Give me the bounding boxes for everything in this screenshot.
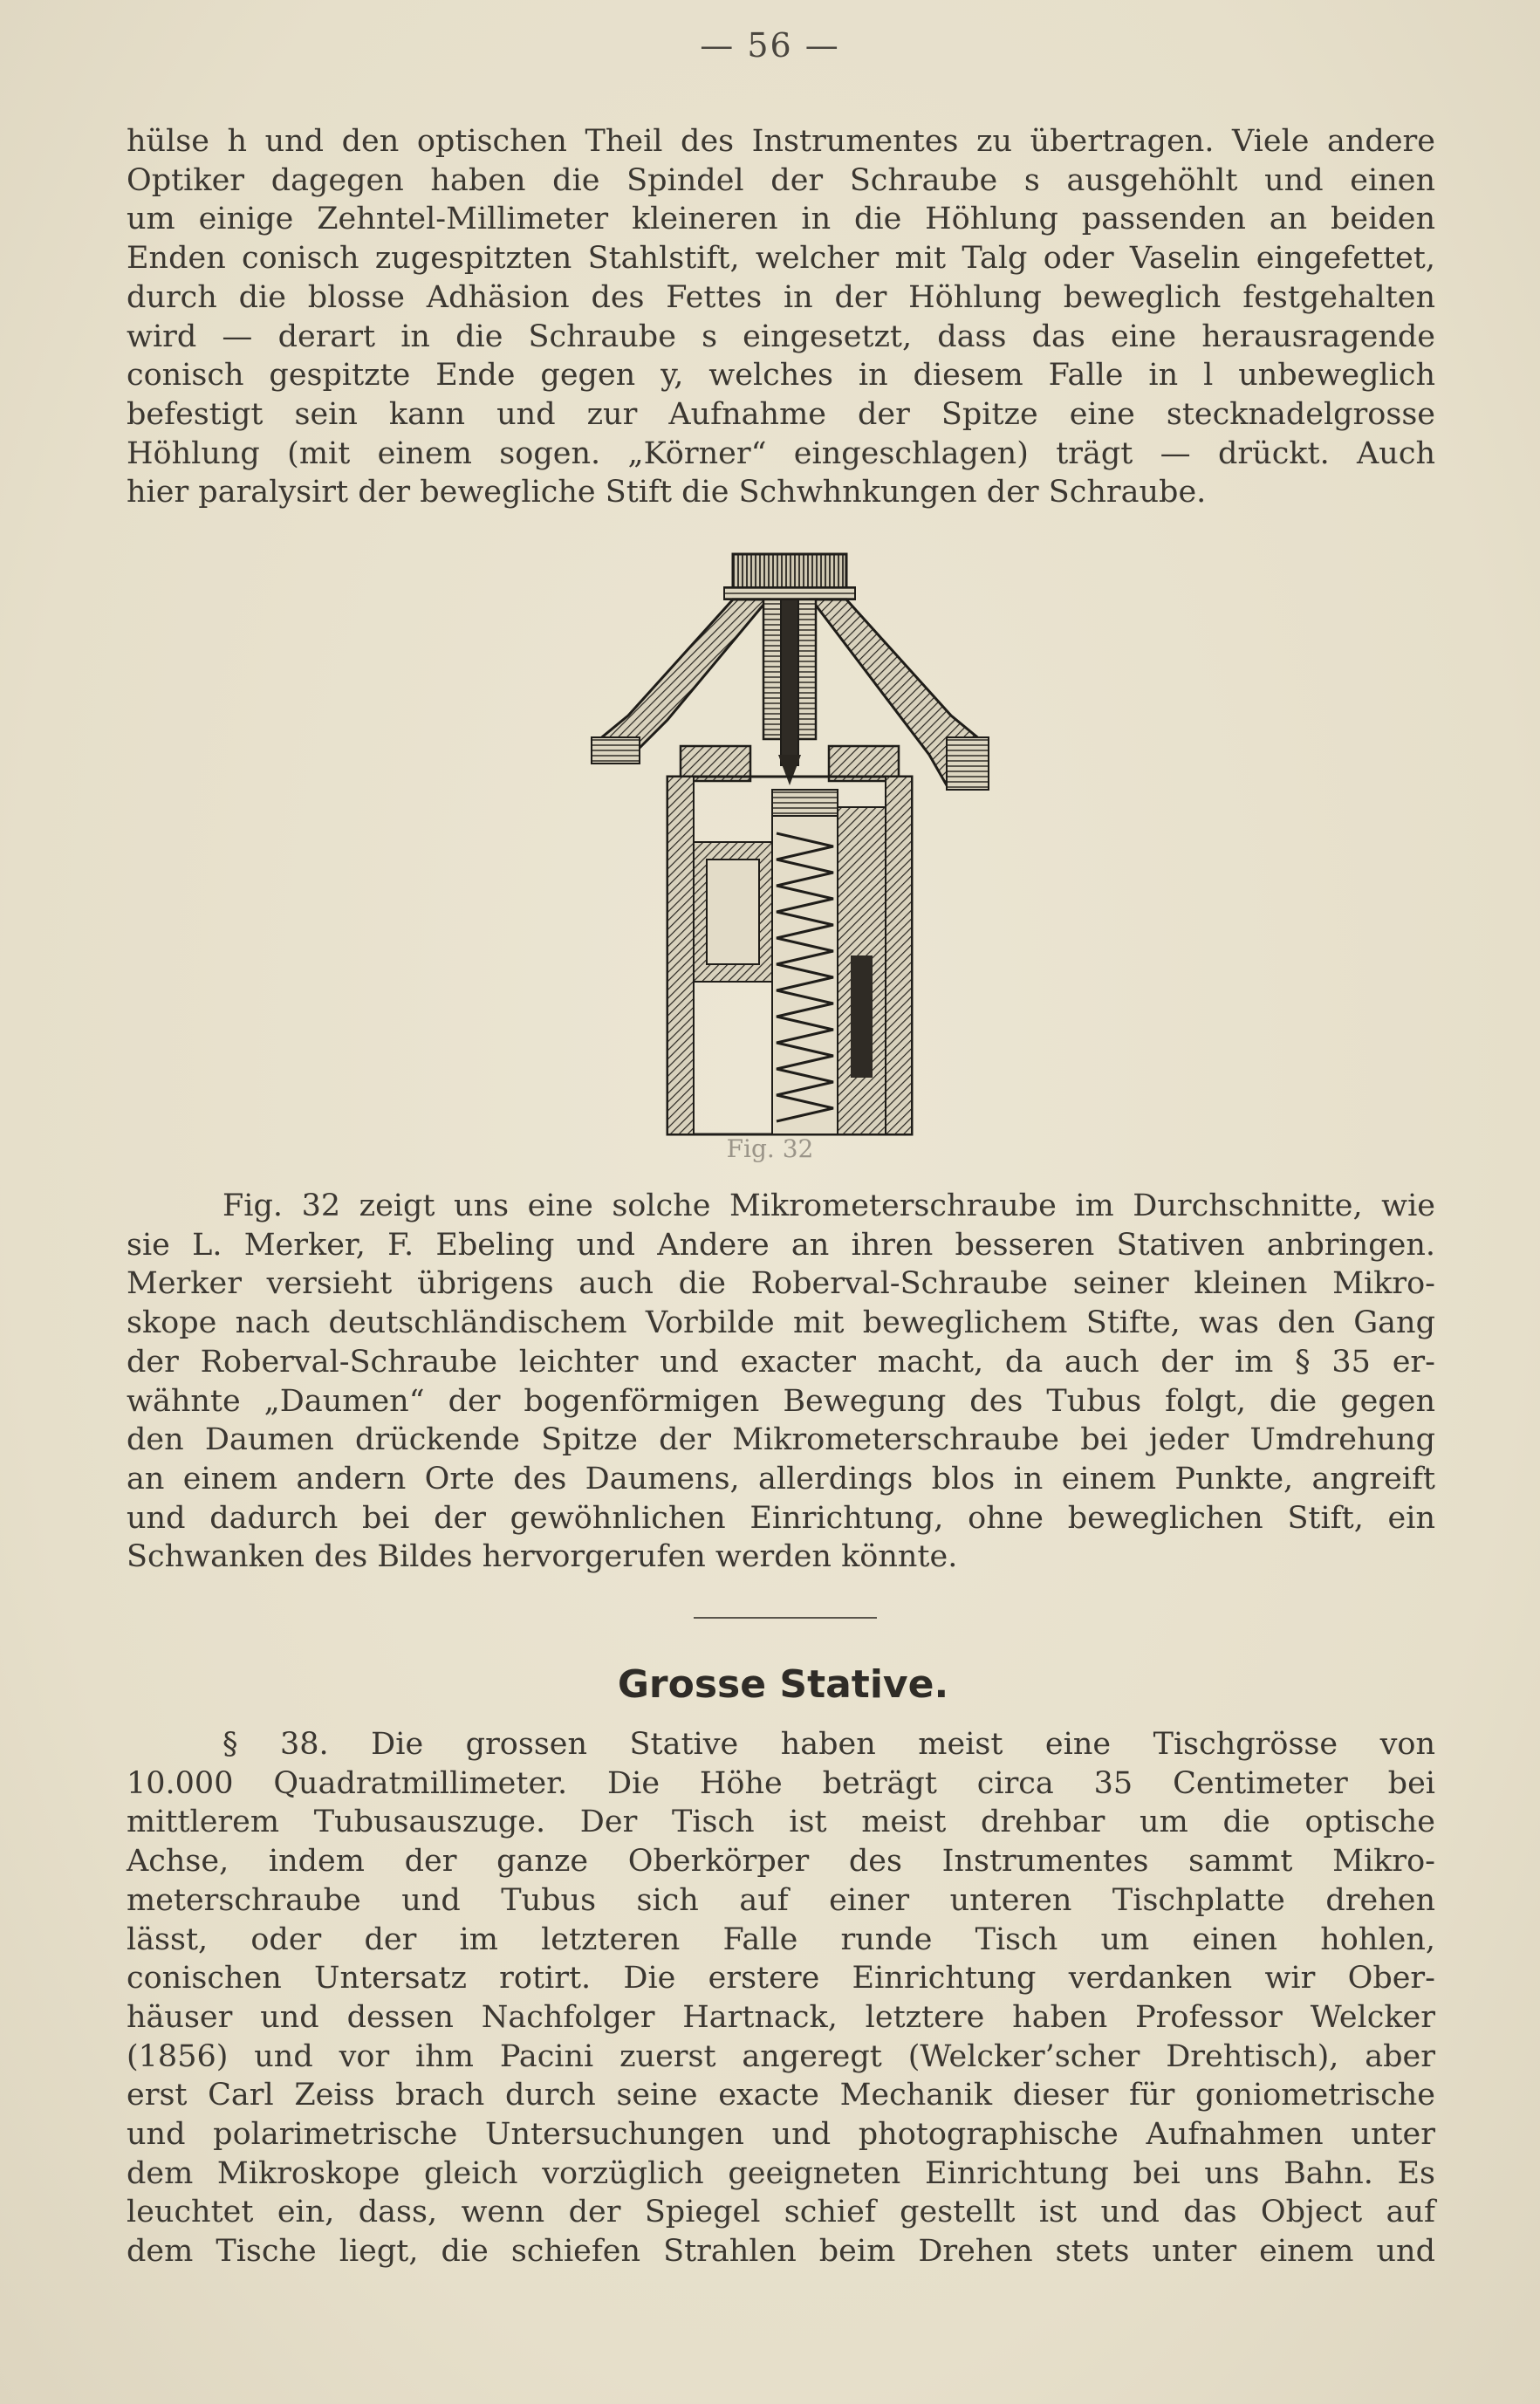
text-line: dem Tische liegt, die schiefen Strahlen beim Drehen stets unter einem und [127, 2234, 1435, 2270]
figure-caption: Fig. 32 [726, 1134, 814, 1163]
text-line: § 38. Die grossen Stative haben meist eine Tischgrösse von [222, 1727, 1435, 1762]
text-line: Enden conisch zugespitzten Stahlstift, welcher mit Talg oder Vaselin eingefettet, [127, 241, 1435, 277]
section-heading: Grosse Stative. [617, 1662, 949, 1707]
text-line: Achse, indem der ganze Oberkörper des Instrumentes sammt Mikro- [127, 1844, 1435, 1880]
text-line: Optiker dagegen haben die Spindel der Schraube s ausgehöhlt und einen [127, 162, 1435, 198]
text-line: wähnte „Daumen“ der bogenförmigen Bewegung des Tubus folgt, die gegen [127, 1383, 1435, 1419]
text-line: skope nach deutschländischem Vorbilde mit beweglichem Stifte, was den Gang [127, 1305, 1435, 1341]
text-line: hier paralysirt der bewegliche Stift die Schwhnkungen der Schraube. [127, 475, 1207, 510]
text-line: hülse h und den optischen Theil des Instrumentes zu übertragen. Viele andere [127, 124, 1435, 159]
text-line: dem Mikroskope gleich vorzüglich geeigneten Einrichtung bei uns Bahn. Es [127, 2155, 1435, 2191]
text-line: durch die blosse Adhäsion des Fettes in der Höhlung beweglich festgehalten [127, 279, 1435, 315]
text-line: mittlerem Tubusauszuge. Der Tisch ist meist drehbar um die optische [127, 1805, 1435, 1840]
text-line: häuser und dessen Nachfolger Hartnack, letztere haben Professor Welcker [127, 1999, 1435, 2035]
paragraph-3 [127, 1725, 1435, 2271]
text-line: meterschraube und Tubus sich auf einer unteren Tischplatte drehen [127, 1882, 1435, 1918]
text-line: leuchtet ein, dass, wenn der Spiegel schief gestellt ist und das Object auf [127, 2195, 1435, 2230]
micrometer-screw-cross-section-illustration [585, 545, 995, 1139]
page-number: — 56 — [700, 26, 840, 65]
text-line: lässt, oder der im letzteren Falle runde Tisch um einen hohlen, [127, 1921, 1435, 1957]
text-line: conisch gespitzte Ende gegen y, welches in diesem Falle in l unbeweglich [127, 358, 1435, 394]
text-line: befestigt sein kann und zur Aufnahme der Spitze eine stecknadelgrosse [127, 396, 1435, 432]
text-line: an einem andern Orte des Daumens, allerdings blos in einem Punkte, angreift [127, 1461, 1435, 1497]
text-line: Höhlung (mit einem sogen. „Körner“ eingeschlagen) trägt — drückt. Auch [127, 435, 1435, 471]
text-line: den Daumen drückende Spitze der Mikrometerschraube bei jeder Umdrehung [127, 1422, 1435, 1458]
paragraph-2 [127, 1187, 1435, 1577]
text-line: der Roberval-Schraube leichter und exacter macht, da auch der im § 35 er- [127, 1344, 1435, 1380]
text-line: wird — derart in die Schraube s eingesetzt, dass das eine herausragende [127, 318, 1435, 354]
text-line: sie L. Merker, F. Ebeling und Andere an ihren besseren Stativen anbringen. [127, 1227, 1435, 1263]
text-line: (1856) und vor ihm Pacini zuerst angeregt (Welcker’scher Drehtisch), aber [127, 2038, 1435, 2074]
text-line: conischen Untersatz rotirt. Die erstere Einrichtung verdanken wir Ober- [127, 1961, 1435, 1996]
text-line: und dadurch bei der gewöhnlichen Einrichtung, ohne beweglichen Stift, ein [127, 1500, 1435, 1536]
text-line: Merker versieht übrigens auch die Roberval-Schraube seiner kleinen Mikro- [127, 1266, 1435, 1302]
text-line: Fig. 32 zeigt uns eine solche Mikrometerschraube im Durchschnitte, wie [222, 1188, 1435, 1223]
text-line: und polarimetrische Untersuchungen und photographische Aufnahmen unter [127, 2117, 1435, 2153]
text-line: 10.000 Quadratmillimeter. Die Höhe beträgt circa 35 Centimeter bei [127, 1765, 1435, 1801]
paragraph-1 [127, 122, 1435, 512]
text-line: erst Carl Zeiss brach durch seine exacte Mechanik dieser für goniometrische [127, 2078, 1435, 2113]
section-divider [694, 1617, 877, 1619]
text-line: um einige Zehntel-Millimeter kleineren in die Höhlung passenden an beiden [127, 202, 1435, 237]
text-line: Schwanken des Bildes hervorgerufen werden könnte. [127, 1539, 958, 1575]
